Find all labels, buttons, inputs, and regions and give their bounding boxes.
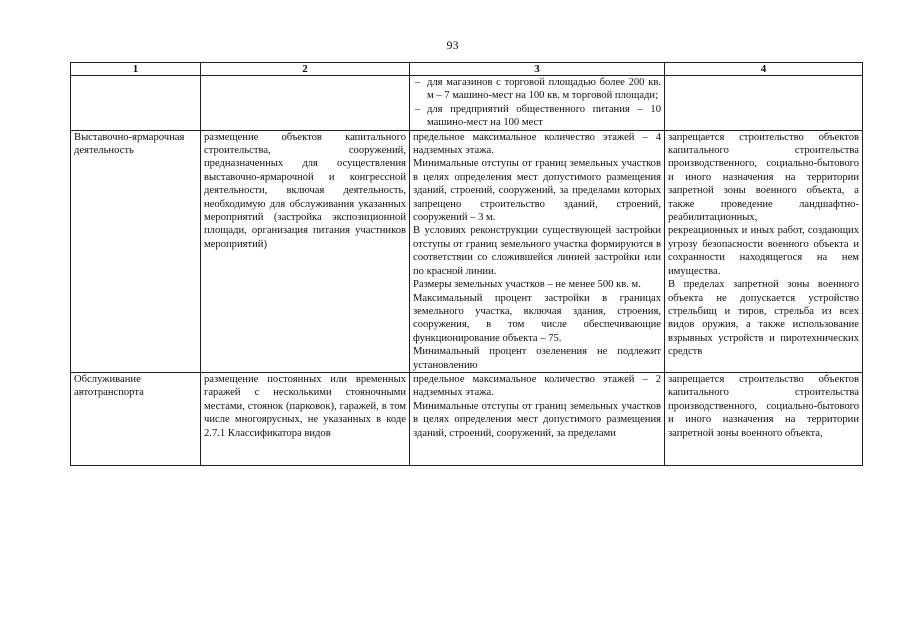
land-use-name: Выставочно-ярмарочная деятельность bbox=[71, 130, 201, 372]
land-use-restrictions bbox=[665, 130, 863, 372]
parameter-paragraph: Минимальные отступы от границ земельных участков в целях определения мест допустимого размещения зданий, строений, сооружений, за пределами bbox=[413, 400, 661, 439]
parameter-paragraph: предельное максимальное количество этажей – 2 надземных этажа. bbox=[413, 373, 661, 399]
parameter-paragraph: Минимальный процент озеленения не подлежит установлению bbox=[413, 346, 661, 371]
table-row-exhibition bbox=[71, 130, 863, 372]
table-row-auto-service bbox=[71, 372, 863, 465]
land-use-restrictions bbox=[665, 372, 863, 465]
cell-parking-norms bbox=[410, 76, 665, 131]
parameter-paragraph: предельное максимальное количество этажей – 4 надземных этажа. bbox=[413, 131, 661, 157]
land-use-description-text: размещение постоянных или временных гаражей с несколькими стояночными местами, стоянок (парковок), гаражей, в том числе многоярусных, не указанных в коде 2.7.1 Классификатора видов bbox=[204, 373, 406, 439]
restriction-paragraph: запрещается строительство объектов капитального строительства производственного, социально-бытового и иного назначения на территории запретной зоны военного объекта, bbox=[668, 373, 859, 439]
column-header-2: 2 bbox=[201, 63, 410, 76]
parameter-paragraph: Максимальный процент застройки в границах земельного участка, включая здания, строения, сооружения, в том числе обеспечивающие функционирование объекта – 75. bbox=[413, 292, 661, 344]
cell-empty bbox=[201, 76, 410, 131]
cell-empty bbox=[665, 76, 863, 131]
table-header-row bbox=[71, 63, 863, 76]
column-header-3: 3 bbox=[410, 63, 665, 76]
land-use-description bbox=[201, 372, 410, 465]
column-header-4: 4 bbox=[665, 63, 863, 76]
land-use-description: размещение объектов капитального строительства, сооружений, предназначенных для осуществления выставочно-ярмарочной и конгрессной деятельности, включая деятельность, необходимую для обслуживания указанных мероприятий (застройка экспозиционной площади, организация питания участников мероприятий) bbox=[201, 130, 410, 372]
parameters-clip bbox=[413, 373, 661, 465]
restriction-paragraph: рекреационных и иных работ, создающих угрозу безопасности военного объекта и сохранности находящегося на нем имущества. bbox=[668, 225, 859, 277]
land-use-parameters bbox=[410, 372, 665, 465]
restriction-paragraph: запрещается строительство объектов капитального строительства производственного, социально-бытового и иного назначения на территории запретной зоны военного объекта, а также проведение ландшафтно-реабилитационных, bbox=[668, 131, 859, 224]
page-number: 93 bbox=[446, 38, 459, 52]
land-use-name-text: Обслуживание автотранспорта bbox=[74, 373, 144, 399]
list-item: – для магазинов с торговой площадью более 200 кв. м – 7 машино-мест на 100 кв. м торговой площади; bbox=[413, 76, 661, 103]
column-header-1: 1 bbox=[71, 63, 201, 76]
cell-empty bbox=[71, 76, 201, 131]
restriction-paragraph: В пределах запретной зоны военного объекта не допускается устройство стрельбищ и тиров, стрельба из всех видов оружия, а также использование взрывных устройств и пиротехнических средств bbox=[668, 279, 859, 358]
list-item: – для предприятий общественного питания – 10 машино-мест на 100 мест bbox=[413, 103, 661, 130]
table-row-continuation bbox=[71, 76, 863, 131]
land-use-name bbox=[71, 372, 201, 465]
parameter-paragraph: Размеры земельных участков – не менее 500 кв. м. bbox=[413, 279, 641, 291]
parameter-paragraph: Минимальные отступы от границ земельных участков в целях определения мест допустимого размещения зданий, строений, сооружений, за пределами которых запрещено строительство зданий, строений, сооружений – 3 м. bbox=[413, 158, 661, 224]
parking-norms-list bbox=[413, 76, 661, 130]
parameter-paragraph: В условиях реконструкции существующей застройки отступы от границ земельного участка формируются в соответствии со сложившейся линией застройки или по красной линии. bbox=[413, 225, 661, 277]
regulations-table bbox=[70, 62, 863, 466]
land-use-parameters bbox=[410, 130, 665, 372]
